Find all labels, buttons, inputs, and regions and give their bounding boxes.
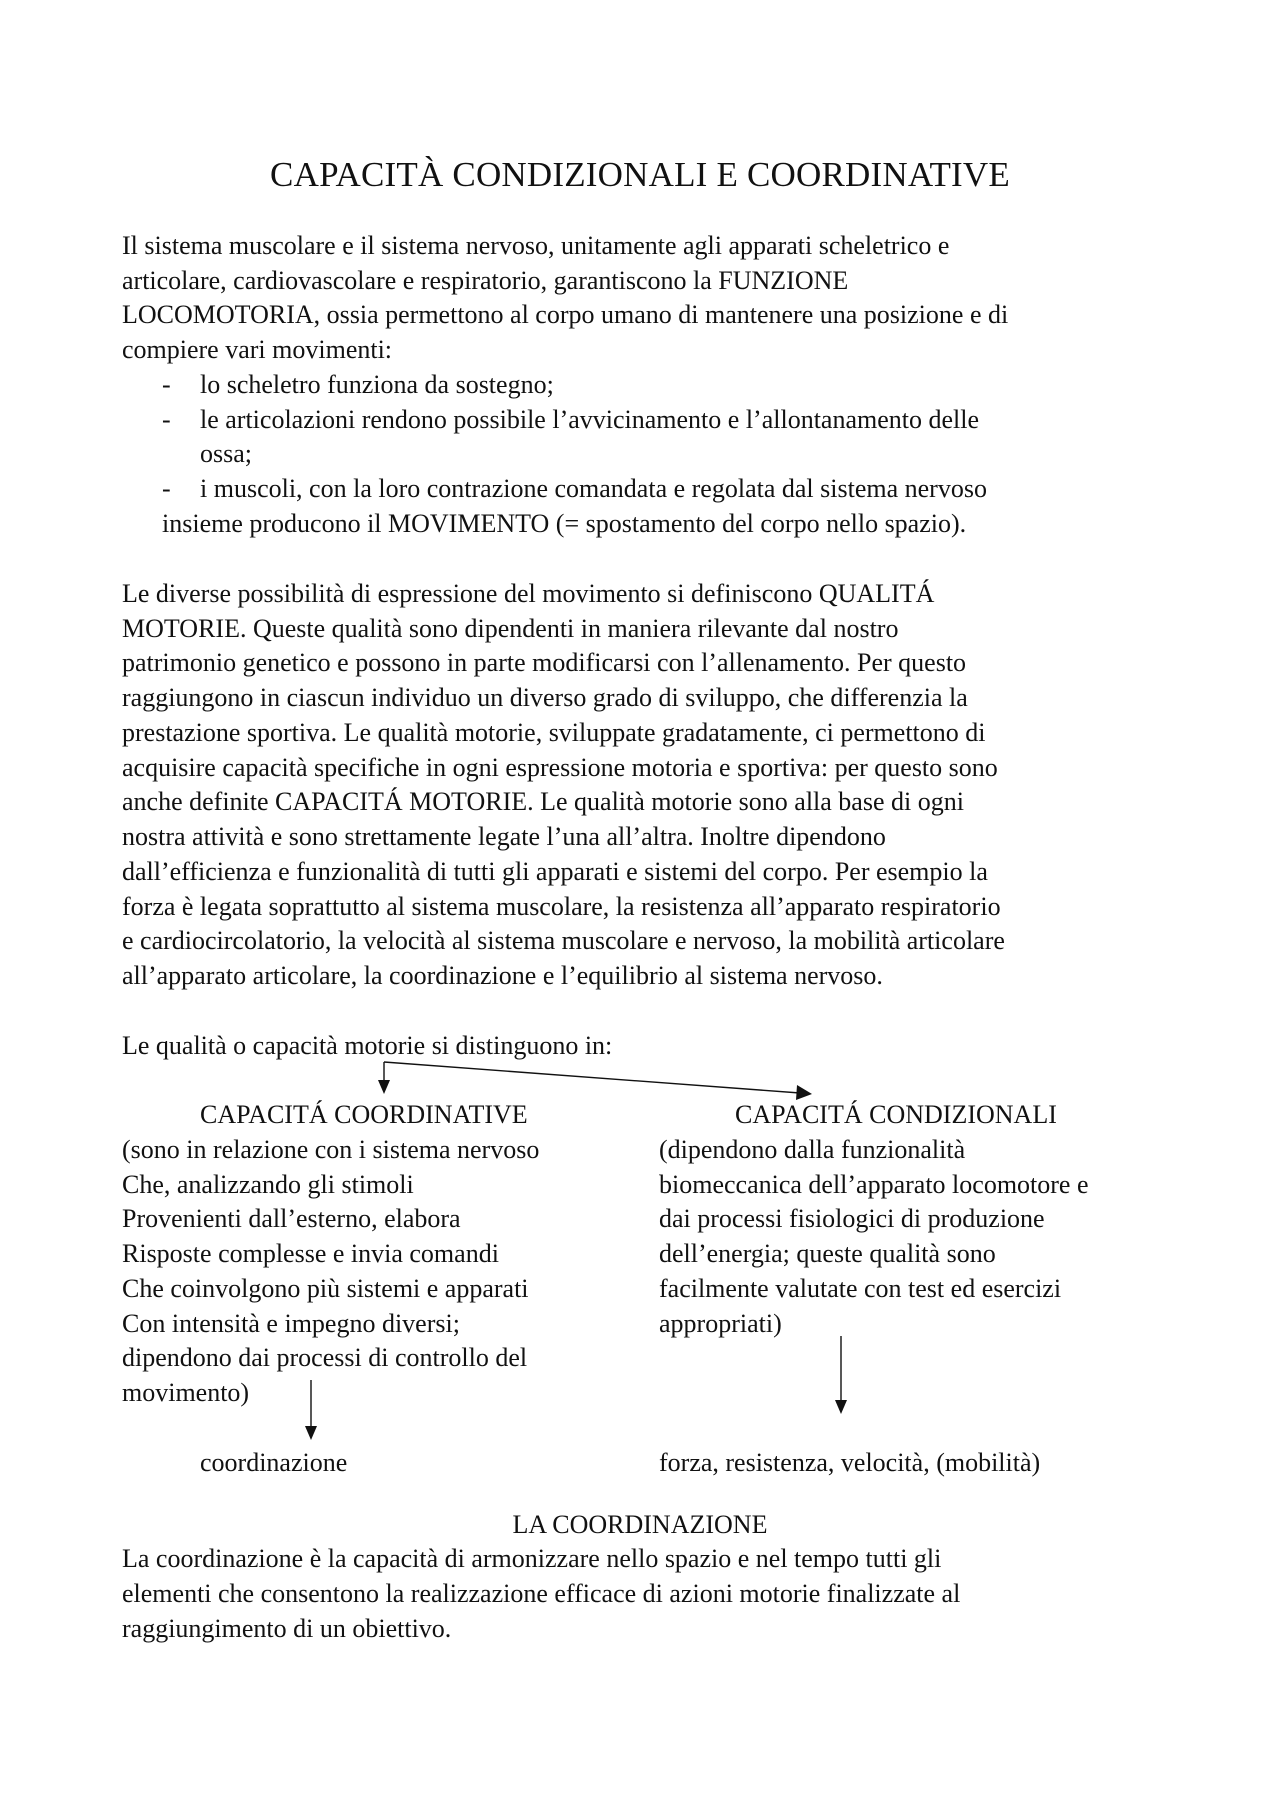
qualities-line: anche definite CAPACITÁ MOTORIE. Le qualità motorie sono alla base di ogni [122, 787, 964, 816]
bullet-item: lo scheletro funziona da sostegno; [200, 370, 554, 399]
qualities-line: MOTORIE. Queste qualità sono dipendenti in maniera rilevante dal nostro [122, 614, 899, 643]
bullet-marker: - [162, 370, 171, 399]
coordinative-heading: CAPACITÁ COORDINATIVE [200, 1100, 528, 1129]
coordinative-line: Risposte complesse e invia comandi [122, 1239, 499, 1268]
arrow-head-coordinative [378, 1080, 390, 1094]
qualities-line: e cardiocircolatorio, la velocità al sistema muscolare e nervoso, la mobilità articolare [122, 926, 1005, 955]
coordinative-line: (sono in relazione con i sistema nervoso [122, 1135, 540, 1164]
coordinative-line: Provenienti dall’esterno, elabora [122, 1204, 461, 1233]
coordinative-line: Con intensità e impegno diversi; [122, 1309, 460, 1338]
distinction-line: Le qualità o capacità motorie si distinguono in: [122, 1031, 613, 1060]
coordinative-line: Che coinvolgono più sistemi e apparati [122, 1274, 529, 1303]
arrow-head-forza [835, 1400, 847, 1414]
conditional-line: (dipendono dalla funzionalità [659, 1135, 966, 1164]
arrow-head-coordinazione [305, 1426, 317, 1440]
intro-line: articolare, cardiovascolare e respiratorio, garantiscono la FUNZIONE [122, 266, 849, 295]
coordinative-line: dipendono dai processi di controllo del [122, 1343, 528, 1372]
page-title: CAPACITÀ CONDIZIONALI E COORDINATIVE [270, 155, 1010, 194]
qualities-line: dall’efficienza e funzionalità di tutti gli apparati e sistemi del corpo. Per esempio la [122, 857, 988, 886]
bullet-item: i muscoli, con la loro contrazione comandata e regolata dal sistema nervoso [200, 474, 987, 503]
qualities-line: nostra attività e sono strettamente legate l’una all’altra. Inoltre dipendono [122, 822, 886, 851]
qualities-line: acquisire capacità specifiche in ogni espressione motoria e sportiva: per questo sono [122, 753, 998, 782]
coordination-line: elementi che consentono la realizzazione efficace di azioni motorie finalizzate al [122, 1579, 961, 1608]
bullet-item-continuation: insieme producono il MOVIMENTO (= spostamento del corpo nello spazio). [162, 509, 967, 538]
qualities-line: forza è legata soprattutto al sistema muscolare, la resistenza all’apparato respiratorio [122, 892, 1001, 921]
qualities-line: prestazione sportiva. Le qualità motorie, sviluppate gradatamente, ci permettono di [122, 718, 986, 747]
conditional-line: dell’energia; queste qualità sono [659, 1239, 996, 1268]
coordination-line: raggiungimento di un obiettivo. [122, 1614, 452, 1643]
intro-line: compiere vari movimenti: [122, 335, 393, 364]
coordinative-result: coordinazione [200, 1448, 348, 1477]
intro-line: Il sistema muscolare e il sistema nervoso, unitamente agli apparati scheletrico e [122, 231, 950, 260]
qualities-line: raggiungono in ciascun individuo un diverso grado di sviluppo, che differenzia la [122, 683, 968, 712]
conditional-line: biomeccanica dell’apparato locomotore e [659, 1170, 1089, 1199]
conditional-line: appropriati) [659, 1309, 782, 1338]
coordinative-line: Che, analizzando gli stimoli [122, 1170, 414, 1199]
bullet-marker: - [162, 474, 171, 503]
conditional-result: forza, resistenza, velocità, (mobilità) [659, 1448, 1041, 1477]
coordination-heading: LA COORDINAZIONE [512, 1510, 768, 1539]
conditional-line: facilmente valutate con test ed esercizi [659, 1274, 1062, 1303]
conditional-heading: CAPACITÁ CONDIZIONALI [735, 1100, 1057, 1129]
qualities-line: all’apparato articolare, la coordinazione e l’equilibrio al sistema nervoso. [122, 961, 883, 990]
arrow-to-conditional [384, 1062, 800, 1093]
coordination-line: La coordinazione è la capacità di armonizzare nello spazio e nel tempo tutti gli [122, 1544, 942, 1573]
bullet-item: le articolazioni rendono possibile l’avvicinamento e l’allontanamento delle [200, 405, 980, 434]
bullet-marker: - [162, 405, 171, 434]
bullet-item-continuation: ossa; [200, 439, 252, 468]
conditional-line: dai processi fisiologici di produzione [659, 1204, 1045, 1233]
qualities-line: patrimonio genetico e possono in parte modificarsi con l’allenamento. Per questo [122, 648, 967, 677]
qualities-line: Le diverse possibilità di espressione del movimento si definiscono QUALITÁ [122, 579, 935, 608]
coordinative-line: movimento) [122, 1378, 250, 1407]
intro-line: LOCOMOTORIA, ossia permettono al corpo umano di mantenere una posizione e di [122, 300, 1009, 329]
